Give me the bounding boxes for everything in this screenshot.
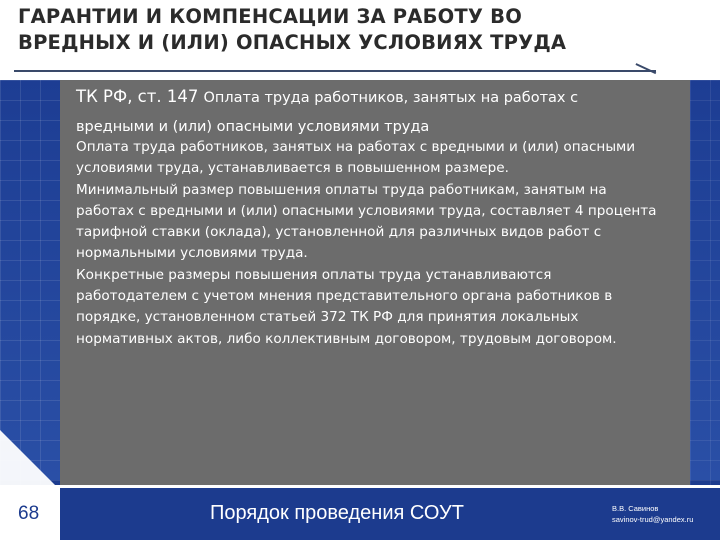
body-line: Минимальный размер повышения оплаты труда работникам, занятым на xyxy=(76,181,607,198)
body-line: тарифной ставки (оклада), установленной для различных видов работ с xyxy=(76,224,602,241)
body-line: условиями труда, устанавливается в повышенном размере. xyxy=(76,160,509,177)
article-body xyxy=(76,137,696,350)
body-line: нормальными условиями труда. xyxy=(76,245,308,262)
author-info xyxy=(612,503,693,525)
body-line: работодателем с учетом мнения представительного органа работников в xyxy=(76,288,613,305)
body-line: Конкретные размеры повышения оплаты труда устанавливаются xyxy=(76,266,552,283)
article-ref: ТК РФ, ст. 147 xyxy=(76,87,199,106)
article-heading xyxy=(76,82,676,142)
title-underline-tick xyxy=(636,63,657,74)
article-title-part-2: вредными и (или) опасными условиями труда xyxy=(76,119,430,135)
body-line: работах с вредными и (или) опасными условиями труда, составляет 4 процента xyxy=(76,202,657,219)
author-email: savinov-trud@yandex.ru xyxy=(612,515,694,524)
title-underline xyxy=(14,70,656,72)
slide-title-line-1: ГАРАНТИИ И КОМПЕНСАЦИИ ЗА РАБОТУ ВО xyxy=(18,5,522,28)
author-name: В.В. Савинов xyxy=(612,504,659,513)
body-line: Оплата труда работников, занятых на работах с вредными и (или) опасными xyxy=(76,139,636,155)
article-title-part-1: Оплата труда работников, занятых на работах с xyxy=(203,90,579,106)
body-line: нормативных актов, либо коллективным договором, трудовым договором. xyxy=(76,330,617,347)
slide-title-line-2: ВРЕДНЫХ И (ИЛИ) ОПАСНЫХ УСЛОВИЯХ ТРУДА xyxy=(18,31,567,54)
slide-title xyxy=(18,4,658,56)
footer-title: Порядок проведения СОУТ xyxy=(210,502,464,524)
left-grid-strip xyxy=(0,80,60,485)
corner-decoration xyxy=(0,430,60,490)
header xyxy=(0,0,720,80)
page-number: 68 xyxy=(18,503,40,524)
body-line: порядке, установленном статьей 372 ТК РФ для принятия локальных xyxy=(76,309,579,326)
